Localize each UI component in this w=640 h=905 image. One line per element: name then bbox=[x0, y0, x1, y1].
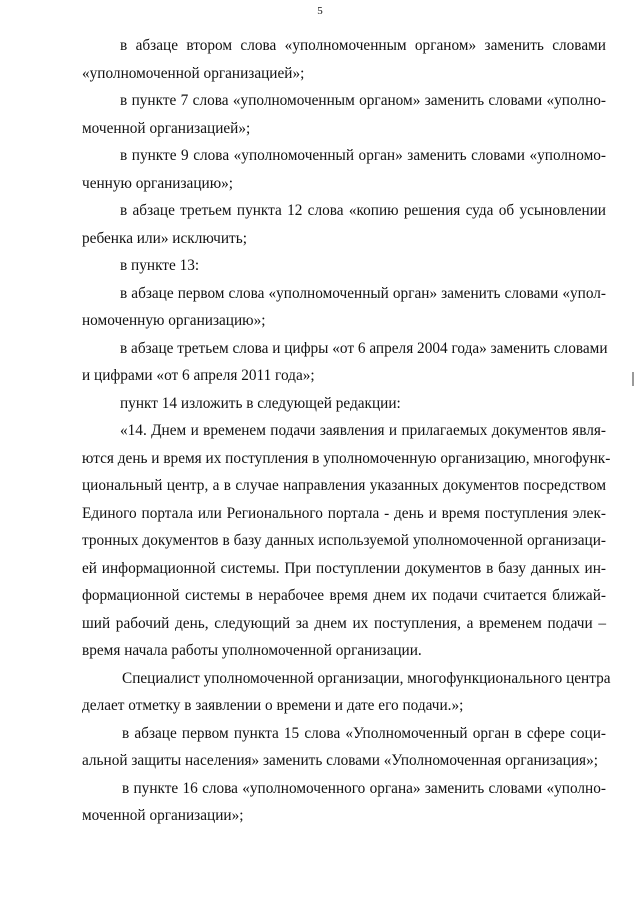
paragraph bbox=[82, 390, 606, 418]
paragraph-line: ченную организацию»; bbox=[82, 174, 234, 192]
paragraph-line: тронных документов в базу данных используемой уполномоченной организаци- bbox=[82, 532, 606, 549]
paragraph bbox=[82, 335, 606, 390]
paragraph bbox=[82, 197, 606, 252]
paragraph-line: циональный центр, а в случае направления указанных документов посредством bbox=[82, 477, 606, 494]
paragraph bbox=[82, 142, 606, 197]
paragraph bbox=[82, 720, 606, 775]
paragraph-line: моченной организации»; bbox=[82, 807, 244, 824]
paragraph-line: альной защиты населения» заменить словами «Уполномоченная организация»; bbox=[82, 752, 598, 769]
paragraph-line: «14. Днем и временем подачи заявления и прилагаемых документов явля- bbox=[120, 422, 606, 439]
paragraph-line: моченной организацией»; bbox=[82, 119, 251, 137]
paragraph-line: в абзаце втором слова «уполномоченным органом» заменить словами bbox=[120, 37, 606, 54]
paragraph-line: в пункте 16 слова «уполномоченного органа» заменить словами «уполно- bbox=[122, 779, 606, 797]
paragraph bbox=[82, 665, 611, 720]
paragraph-line: время начала работы уполномоченной организации. bbox=[82, 642, 422, 659]
paragraph-line: в пункте 7 слова «уполномоченным органом» заменить словами «уполно- bbox=[120, 92, 606, 109]
document-body bbox=[82, 32, 611, 830]
paragraph-line: в абзаце первом слова «уполномоченный орган» заменить словами «упол- bbox=[120, 284, 606, 302]
paragraph bbox=[82, 775, 606, 830]
paragraph bbox=[82, 87, 606, 142]
paragraph bbox=[82, 252, 606, 280]
paragraph-line: в абзаце третьем пункта 12 слова «копию решения суда об усыновлении bbox=[120, 202, 606, 219]
paragraph-line: в пункте 9 слова «уполномоченный орган» заменить словами «уполномо- bbox=[120, 147, 606, 164]
paragraph-line: ребенка или» исключить; bbox=[82, 229, 247, 247]
page-number: 5 bbox=[317, 5, 323, 17]
paragraph-line: делает отметку в заявлении о времени и дате его подачи.»; bbox=[82, 697, 464, 714]
paragraph bbox=[82, 32, 606, 87]
paragraph bbox=[82, 417, 611, 665]
paragraph bbox=[82, 280, 606, 335]
paragraph-line: пункт 14 изложить в следующей редакции: bbox=[120, 394, 401, 412]
paragraph-line: в абзаце первом пункта 15 слова «Уполномоченный орган в сфере соци- bbox=[122, 724, 606, 742]
paragraph-line: ший рабочий день, следующий за днем их поступления, а временем подачи – bbox=[82, 614, 606, 632]
scan-margin-mark bbox=[632, 372, 634, 386]
paragraph-line: Специалист уполномоченной организации, многофункционального центра bbox=[122, 669, 611, 687]
paragraph-line: и цифрами «от 6 апреля 2011 года»; bbox=[82, 367, 315, 384]
paragraph-line: в абзаце третьем слова и цифры «от 6 апреля 2004 года» заменить словами bbox=[120, 339, 608, 357]
paragraph-line: «уполномоченной организацией»; bbox=[82, 64, 305, 82]
paragraph-line: ей информационной системы. При поступлении документов в базу данных ин- bbox=[82, 559, 606, 577]
paragraph-line: формационной системы в нерабочее время днем их подачи считается ближай- bbox=[82, 587, 606, 604]
paragraph-line: номоченную организацию»; bbox=[82, 312, 266, 329]
paragraph-line: в пункте 13: bbox=[120, 257, 200, 274]
paragraph-line: Единого портала или Регионального портала - день и время поступления элек- bbox=[82, 504, 606, 522]
paragraph-line: ются день и время их поступления в уполномоченную организацию, многофунк- bbox=[82, 449, 611, 467]
